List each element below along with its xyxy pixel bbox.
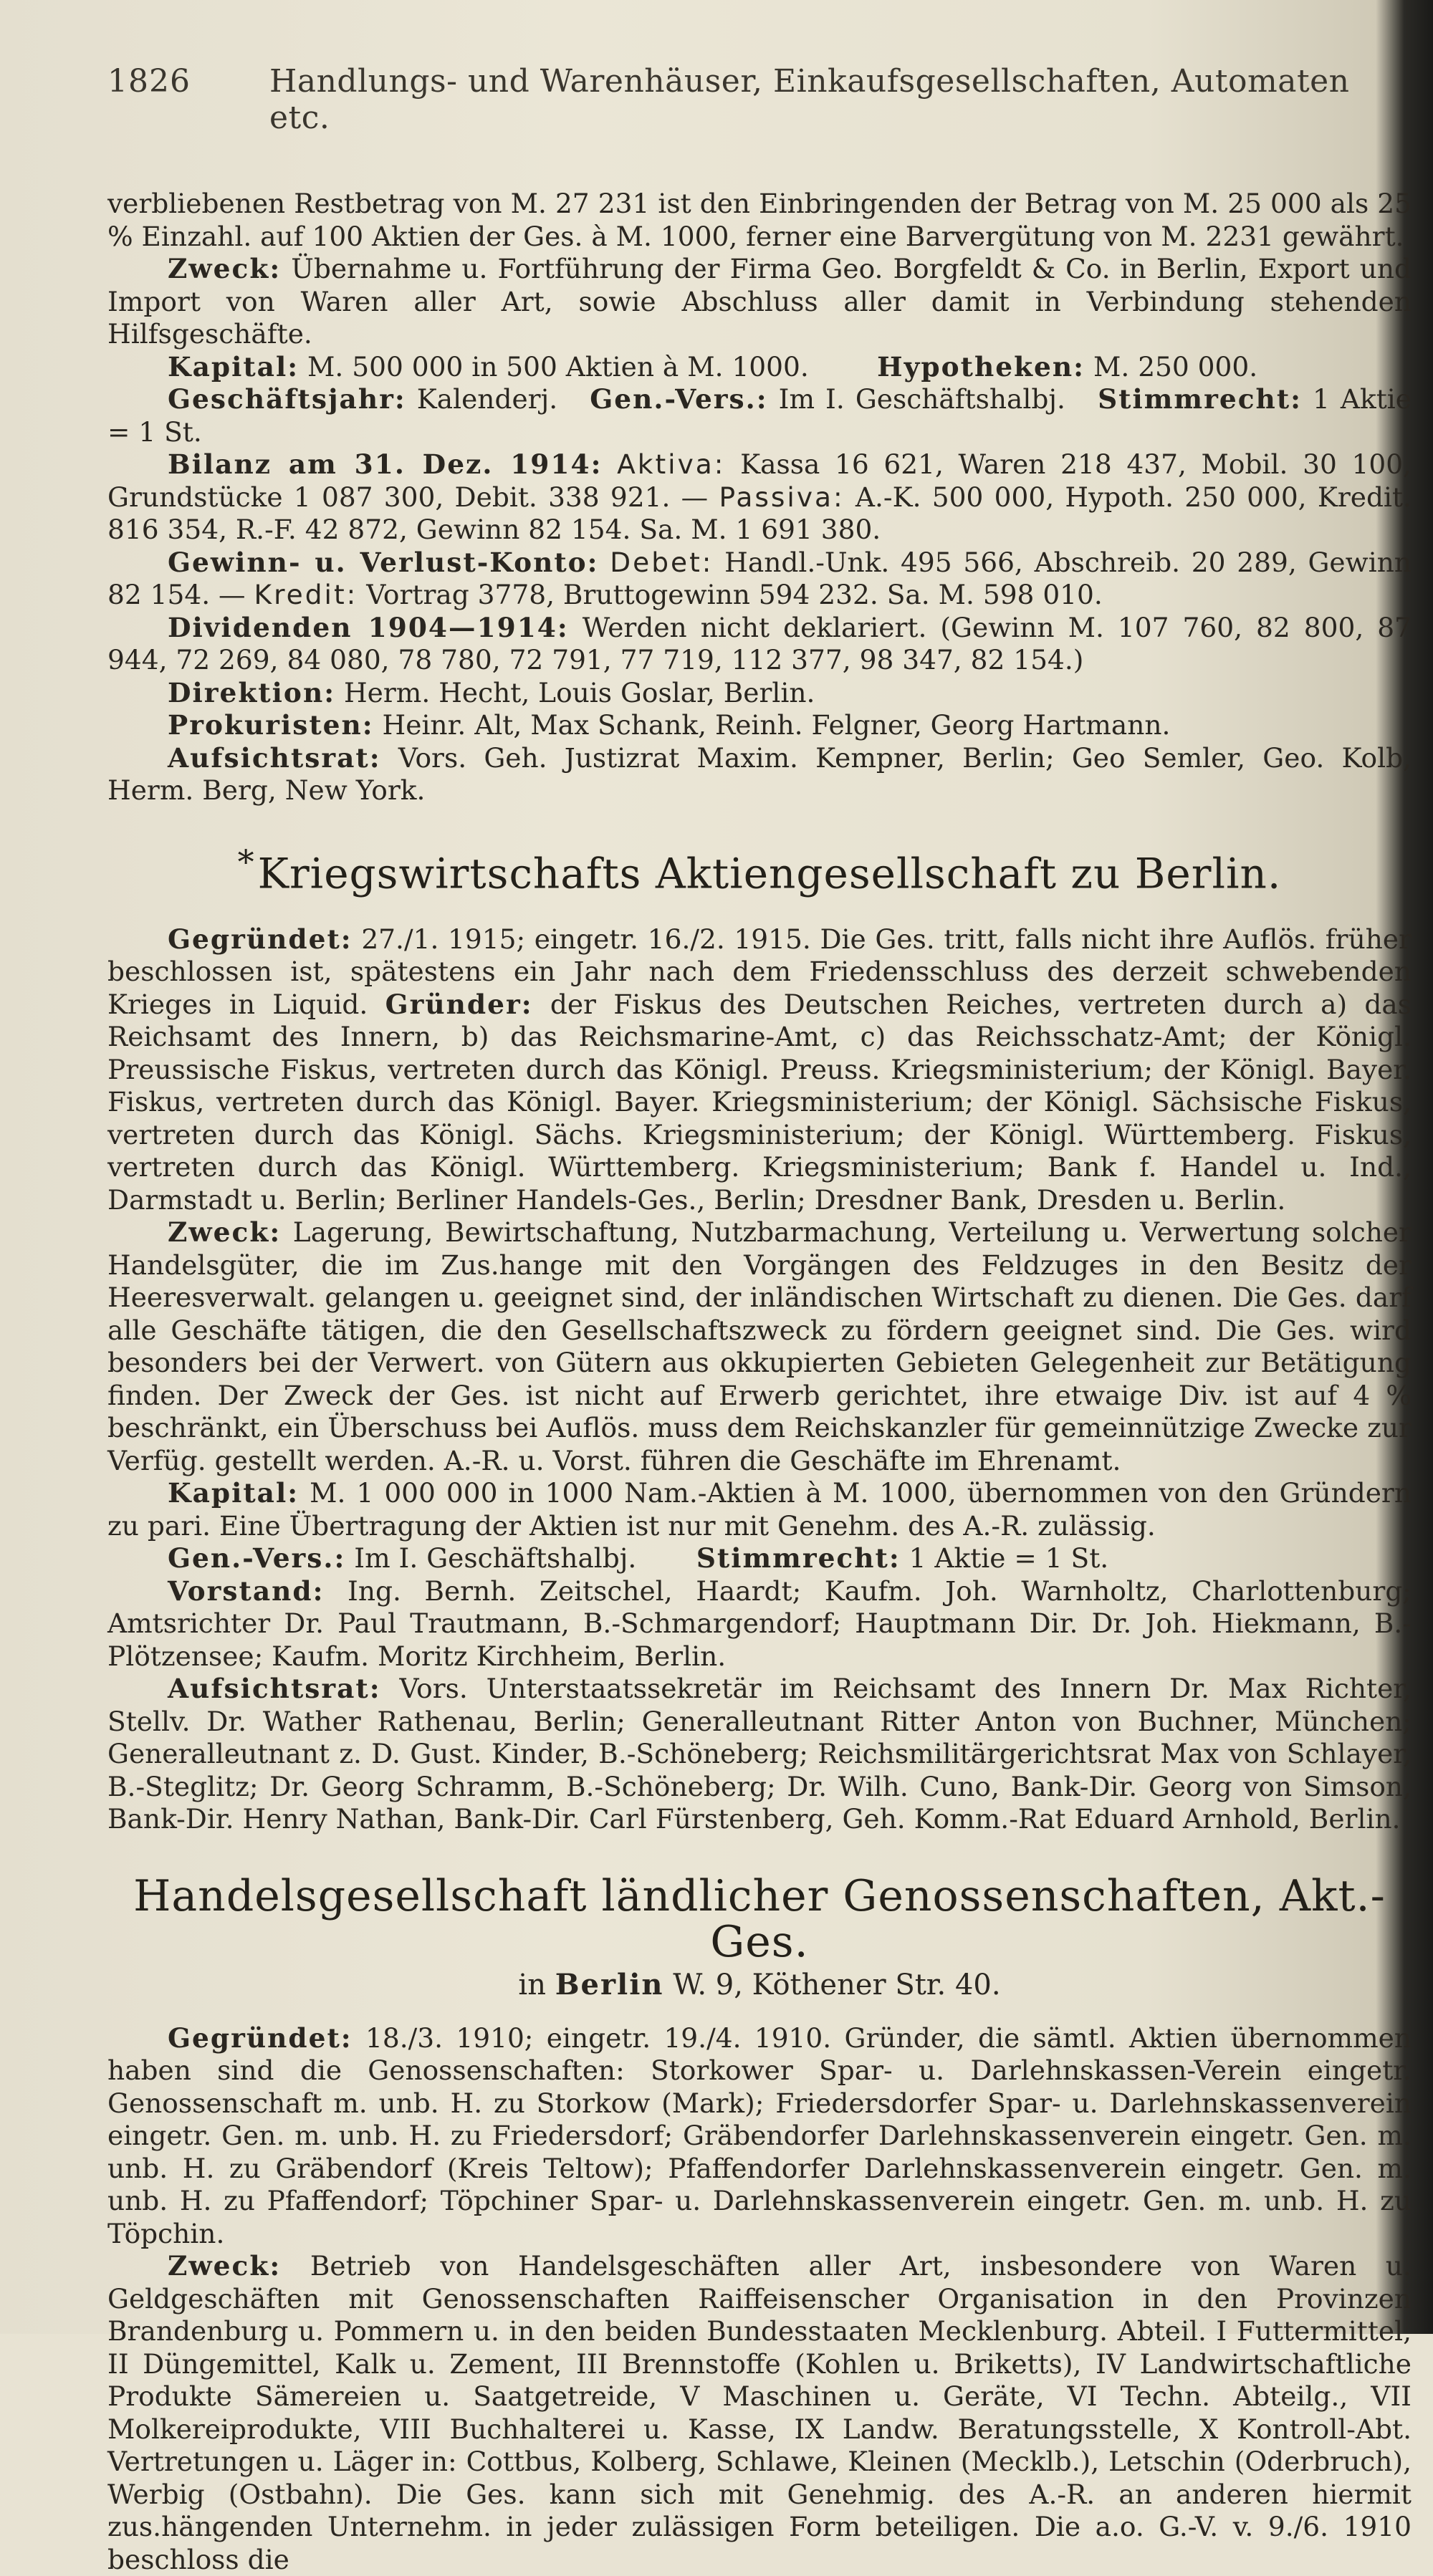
page-number: 1826 [107, 63, 191, 100]
entry2-kapital: Kapital: M. 1 000 000 in 1000 Nam.-Aktien à M. 1000, übernommen von den Gründern zu pari. Eine Übertragung der Aktien ist nur mit Genehm. des A.-R. zulässig. [107, 1477, 1412, 1542]
entry3-title: Handelsgesellschaft ländlicher Genossenschaften, Akt.-Ges. [133, 1870, 1386, 1967]
running-title: Handlungs- und Warenhäuser, Einkaufsgesellschaften, Automaten etc. [269, 63, 1350, 136]
entry1-prokuristen: Prokuristen: Heinr. Alt, Max Schank, Reinh. Felgner, Georg Hartmann. [168, 709, 1171, 741]
entry1-geschaeftsjahr: Geschäftsjahr: Kalenderj. Gen.-Vers.: Im I. Geschäftshalbj. Stimmrecht: 1 Aktie = 1 St. [107, 383, 1412, 448]
entry-handelsgesellschaft [107, 1870, 1412, 2576]
entry3-location: in Berlin W. 9, Köthener Str. 40. [518, 1967, 1001, 2001]
entry1-kapital: Kapital: M. 500 000 in 500 Aktien à M. 1000. Hypotheken: M. 250 000. [168, 350, 1258, 383]
asterisk-mark: * [237, 842, 255, 881]
entry3-gegruendet: Gegründet: 18./3. 1910; eingetr. 19./4. 1910. Gründer, die sämtl. Aktien übernommen haben sind die Genossenschaften: Storkower Spar- u. Darlehnskassen-Verein eingetr. Genossenschaft m. unb. H. zu Storkow (Mark); Friedersdorfer Spar- u. Darlehnskassenverein eingetr. Gen. m. unb. H. zu Friedersdorf; Gräbendorfer Darlehnskassenverein eingetr. Gen. m. unb. H. zu Gräbendorf (Kreis Teltow); Pfaffendorfer Darlehnskassenverein eingetr. Gen. m. unb. H. zu Pfaffendorf; Töpchiner Spar- u. Darlehnskassenverein eingetr. Gen. m. unb. H. zu Töpchin. [107, 2022, 1412, 2249]
page-content [107, 63, 1412, 2576]
entry2-gegruendet: Gegründet: 27./1. 1915; eingetr. 16./2. 1915. Die Ges. tritt, falls nicht ihre Auflös. früher beschlossen ist, spätestens ein Jahr nach dem Friedensschluss des derzeit schwebenden Krieges in Liquid. Gründer: der Fiskus des Deutschen Reiches, vertreten durch a) das Reichsamt des Innern, b) das Reichsmarine-Amt, c) das Reichsschatz-Amt; der Königl. Preussische Fiskus, vertreten durch das Königl. Preuss. Kriegsministerium; der Königl. Bayer. Fiskus, vertreten durch das Königl. Bayer. Kriegsministerium; der Königl. Sächsische Fiskus, vertreten durch das Königl. Sächs. Kriegsministerium; der Königl. Württemberg. Fiskus, vertreten durch das Königl. Württemberg. Kriegsministerium; Bank f. Handel u. Ind., Darmstadt u. Berlin; Berliner Handels-Ges., Berlin; Dresdner Bank, Dresden u. Berlin. [107, 923, 1412, 1216]
entry1-direktion: Direktion: Herm. Hecht, Louis Goslar, Berlin. [168, 676, 815, 708]
entry3-zweck: Zweck: Betrieb von Handelsgeschäften aller Art, insbesondere von Waren u. Geldgeschäften mit Genossenschaften Raiffeisenscher Organisation in den Provinzen Brandenburg u. Pommern u. in den beiden Bundesstaaten Mecklenburg. Abteil. I Futtermittel, II Düngemittel, Kalk u. Zement, III Brennstoffe (Kohlen u. Briketts), IV Landwirtschaftliche Produkte Sämereien u. Saatgetreide, V Maschinen u. Geräte, VI Techn. Abteilg., VII Molkereiprodukte, VIII Buchhalterei u. Kasse, IX Landw. Beratungsstelle, X Kontroll-Abt. Vertretungen u. Läger in: Cottbus, Kolberg, Schlawe, Kleinen (Mecklb.), Letschin (Oderbruch), Werbig (Ostbahn). Die Ges. kann sich mit Genehmig. des A.-R. an anderen hiermit zus.hängenden Unternehm. in jeder zulässigen Form beteiligen. Die a.o. G.-V. v. 9./6. 1910 beschloss die [107, 2250, 1412, 2575]
entry-kriegswirtschafts [107, 839, 1412, 1836]
entry2-aufsichtsrat: Aufsichtsrat: Vors. Unterstaatssekretär im Reichsamt des Innern Dr. Max Richter, Stellv. Dr. Wather Rathenau, Berlin; Generalleutnant Ritter Anton von Buchner, München; Generalleutnant z. D. Gust. Kinder, B.-Schöneberg; Reichsmilitärgerichtsrat Max von Schlayer, B.-Steglitz; Dr. Georg Schramm, B.-Schöneberg; Dr. Wilh. Cuno, Bank-Dir. Georg von Simson, Bank-Dir. Henry Nathan, Bank-Dir. Carl Fürstenberg, Geh. Komm.-Rat Eduard Arnhold, Berlin. [107, 1673, 1412, 1835]
entry2-zweck: Zweck: Lagerung, Bewirtschaftung, Nutzbarmachung, Verteilung u. Verwertung solcher Handelsgüter, die im Zus.hange mit den Vorgängen des Feldzuges in den Besitz der Heeresverwalt. gelangen u. geeignet sind, der inländischen Wirtschaft zu dienen. Die Ges. darf alle Geschäfte tätigen, die den Gesellschaftszweck zu fördern geeignet sind. Die Ges. wird besonders bei der Verwert. von Gütern aus okkupierten Gebieten Gelegenheit zur Betätigung finden. Der Zweck der Ges. ist nicht auf Erwerb gerichtet, ihre etwaige Div. ist auf 4 % beschränkt, ein Überschuss bei Auflös. muss dem Reichskanzler für gemeinnützige Zwecke zur Verfüg. gestellt werden. A.-R. u. Vorst. führen die Geschäfte im Ehrenamt. [107, 1216, 1412, 1476]
running-header [107, 63, 1412, 136]
entry1-dividenden: Dividenden 1904—1914: Werden nicht deklariert. (Gewinn M. 107 760, 82 800, 87 944, 72 269, 84 080, 78 780, 72 791, 77 719, 112 377, 98 347, 82 154.) [107, 611, 1412, 676]
entry1-intro: verbliebenen Restbetrag von M. 27 231 ist den Einbringenden der Betrag von M. 25 000 als 25 % Einzahl. auf 100 Aktien der Ges. à M. 1000, ferner eine Barvergütung von M. 2231 gewährt. [107, 188, 1412, 252]
entry-borgfeldt [107, 188, 1412, 807]
entry1-guv: Gewinn- u. Verlust-Konto: Debet: Handl.-Unk. 495 566, Abschreib. 20 289, Gewinn 82 154. — Kredit: Vortrag 3778, Bruttogewinn 594 232. Sa. M. 598 010. [107, 546, 1412, 610]
entry1-bilanz: Bilanz am 31. Dez. 1914: Aktiva: Kassa 16 621, Waren 218 437, Mobil. 30 100, Grundstücke 1 087 300, Debit. 338 921. — Passiva: A.-K. 500 000, Hypoth. 250 000, Kredit. 816 354, R.-F. 42 872, Gewinn 82 154. Sa. M. 1 691 380. [107, 448, 1412, 545]
entry2-vorstand: Vorstand: Ing. Bernh. Zeitschel, Haardt; Kaufm. Joh. Warnholtz, Charlottenburg; Amtsrichter Dr. Paul Trautmann, B.-Schmargendorf; Hauptmann Dir. Dr. Joh. Hiekmann, B.-Plötzensee; Kaufm. Moritz Kirchheim, Berlin. [107, 1575, 1412, 1672]
entry1-zweck: Zweck: Übernahme u. Fortführung der Firma Geo. Borgfeldt & Co. in Berlin, Export und Import von Waren aller Art, sowie Abschluss aller damit in Verbindung stehenden Hilfsgeschäfte. [107, 253, 1412, 350]
entry2-title: *Kriegswirtschafts Aktiengesellschaft zu Berlin. [237, 842, 1282, 898]
entry2-genvers: Gen.-Vers.: Im I. Geschäftshalbj. Stimmrecht: 1 Aktie = 1 St. [168, 1542, 1109, 1575]
entry1-aufsichtsrat: Aufsichtsrat: Vors. Geh. Justizrat Maxim. Kempner, Berlin; Geo Semler, Geo. Kolb, Herm. Berg, New York. [107, 741, 1412, 806]
